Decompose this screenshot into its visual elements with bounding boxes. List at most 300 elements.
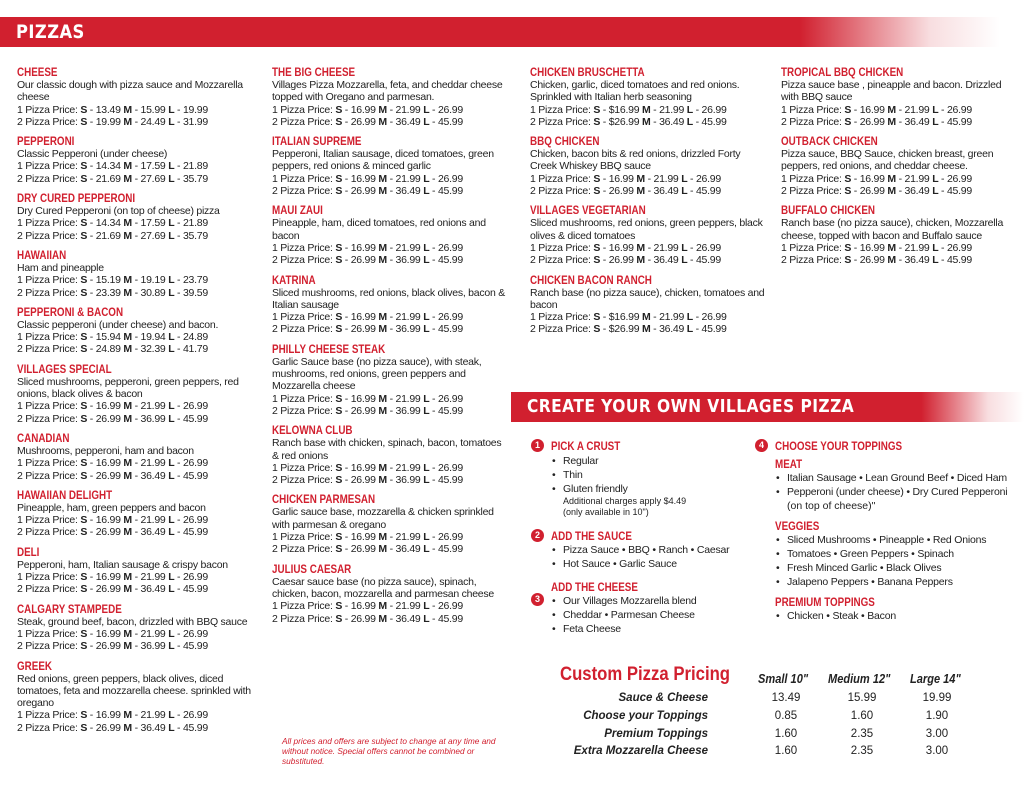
price-value: - 36.49 bbox=[895, 185, 933, 198]
size-letter: L bbox=[932, 103, 939, 116]
size-letter: M bbox=[123, 172, 132, 185]
price-value: - 45.99 bbox=[938, 115, 972, 128]
size-letter: M bbox=[123, 217, 132, 230]
sauce-options bbox=[551, 543, 729, 571]
size-letter: L bbox=[681, 172, 688, 185]
price-value: - 26.99 bbox=[938, 241, 972, 254]
size-letter: M bbox=[123, 709, 132, 722]
list-item: • Hot Sauce • Garlic Sauce bbox=[551, 557, 729, 571]
pizza-description: Our classic dough with pizza sauce and Mozzarella cheese bbox=[17, 79, 243, 104]
pizza-description: Villages Pizza Mozzarella, feta, and cheddar cheese topped with Oregano and parmesan. bbox=[272, 79, 503, 104]
price-value: - 21.99 bbox=[131, 571, 169, 584]
price-label: 1 Pizza Price: bbox=[272, 392, 336, 405]
pizza-description: Pizza sauce, BBQ Sauce, chicken breast, green peppers, red onions, and cheddar cheese. bbox=[781, 148, 994, 173]
price-value: - 45.99 bbox=[938, 254, 972, 267]
pizza-item bbox=[272, 492, 508, 555]
price-label: 2 Pizza Price: bbox=[17, 721, 81, 734]
pizza-name: THE BIG CHEESE bbox=[272, 65, 356, 79]
price-label: 1 Pizza Price: bbox=[530, 241, 594, 254]
price-value: - 26.99 bbox=[429, 172, 463, 185]
pizza-item bbox=[530, 65, 766, 128]
size-letter: L bbox=[932, 115, 939, 128]
size-letter: M bbox=[123, 640, 132, 653]
size-letter: L bbox=[932, 172, 939, 185]
size-letter: S bbox=[593, 254, 601, 267]
two-pizza-price bbox=[781, 185, 1017, 197]
pizza-name: BUFFALO CHICKEN bbox=[781, 203, 876, 218]
size-letter: L bbox=[168, 172, 175, 185]
price-label: 1 Pizza Price: bbox=[17, 217, 81, 230]
price-value: - 21.69 bbox=[87, 229, 124, 242]
pizza-name: OUTBACK CHICKEN bbox=[781, 134, 878, 149]
price-value: - 36.99 bbox=[131, 412, 169, 425]
price-label: 1 Pizza Price: bbox=[17, 331, 81, 344]
size-letter: M bbox=[123, 571, 132, 584]
price-value: - 21.99 bbox=[644, 172, 682, 185]
pizza-description: Mushrooms, pepperoni, ham and bacon bbox=[17, 444, 194, 457]
price-label: 1 Pizza Price: bbox=[272, 103, 336, 116]
price-value: - 21.99 bbox=[895, 103, 933, 116]
size-letter: L bbox=[686, 311, 693, 324]
price-label: 1 Pizza Price: bbox=[272, 531, 336, 544]
size-letter: S bbox=[80, 217, 88, 230]
price-value: - $16.99 bbox=[600, 311, 642, 324]
pizza-description: Pineapple, ham, diced tomatoes, red onions and bacon bbox=[272, 217, 486, 242]
price-value: - 26.99 bbox=[600, 185, 637, 198]
size-letter: L bbox=[423, 392, 430, 405]
size-letter: S bbox=[335, 311, 343, 324]
pizza-description: Garlic Sauce base (no pizza sauce), with steak, mushrooms, red onions, green peppers and Mozzarella cheese bbox=[272, 355, 482, 393]
price-value: - 31.99 bbox=[174, 115, 208, 128]
price-value: - 16.99 bbox=[87, 571, 124, 584]
size-letter: L bbox=[423, 461, 430, 474]
pizza-description: Red onions, green peppers, black olives, diced tomatoes, feta and mozzarella cheese. sprinkled with oregano bbox=[17, 672, 251, 710]
price-value: - 17.59 bbox=[131, 217, 169, 230]
list-item: • Pepperoni (under cheese) • Dry Cured Pepperoni bbox=[775, 485, 1005, 499]
pizza-description: Sliced mushrooms, pepperoni, green peppers, red onions, black olives & bacon bbox=[17, 375, 239, 401]
two-pizza-price bbox=[17, 640, 253, 652]
two-pizza-price bbox=[17, 230, 253, 242]
list-item: • Thin bbox=[551, 468, 628, 482]
price-value: - 16.99 bbox=[87, 514, 124, 527]
price-label: 1 Pizza Price: bbox=[17, 514, 81, 527]
price-value: - 26.99 bbox=[174, 571, 208, 584]
size-letter: L bbox=[681, 254, 688, 267]
step-number-badge: 4 bbox=[755, 439, 768, 452]
price-value: - 16.99 bbox=[851, 241, 888, 254]
size-letter: M bbox=[642, 103, 651, 116]
pizzas-banner bbox=[0, 17, 1000, 47]
price-disclaimer: All prices and offers are subject to change at any time and without notice. Special offers cannot be combined or substituted. bbox=[282, 736, 496, 766]
price-value: - 27.69 bbox=[131, 172, 169, 185]
single-pizza-price bbox=[17, 571, 253, 583]
price-label: 2 Pizza Price: bbox=[781, 115, 845, 128]
pizza-item bbox=[781, 134, 1017, 197]
size-letter: M bbox=[378, 254, 387, 267]
price-value: - 21.69 bbox=[87, 172, 124, 185]
price-value: - 36.49 bbox=[386, 115, 424, 128]
price-value: - 26.99 bbox=[851, 115, 888, 128]
pizza-name: TROPICAL BBQ CHICKEN bbox=[781, 65, 904, 79]
size-letter: M bbox=[123, 286, 132, 299]
price-label: 1 Pizza Price: bbox=[17, 274, 81, 287]
price-value: - 45.99 bbox=[429, 323, 463, 336]
price-value: - 21.89 bbox=[174, 160, 208, 173]
single-pizza-price bbox=[272, 311, 508, 323]
size-letter: M bbox=[123, 115, 132, 128]
price-value: - 45.99 bbox=[687, 185, 721, 198]
price-label: 2 Pizza Price: bbox=[17, 469, 81, 482]
price-small: 13.49 bbox=[771, 692, 801, 704]
price-label: 1 Pizza Price: bbox=[530, 103, 594, 116]
price-label: 1 Pizza Price: bbox=[781, 103, 845, 116]
size-letter: L bbox=[168, 331, 175, 344]
price-value: - 35.79 bbox=[174, 172, 208, 185]
price-small: 1.60 bbox=[774, 745, 798, 757]
price-value: - 24.89 bbox=[87, 343, 124, 356]
pizza-item bbox=[272, 65, 508, 128]
single-pizza-price bbox=[17, 160, 253, 172]
size-letter: M bbox=[378, 461, 387, 474]
price-value: - 26.99 bbox=[851, 185, 888, 198]
price-value: - 45.99 bbox=[687, 254, 721, 267]
single-pizza-price bbox=[17, 217, 253, 229]
price-value: - 16.99 bbox=[342, 241, 379, 254]
price-value: - 35.79 bbox=[174, 229, 208, 242]
price-value: - 36.49 bbox=[895, 254, 933, 267]
pricing-row bbox=[560, 728, 980, 745]
pizza-name: GREEK bbox=[17, 658, 53, 673]
size-letter: L bbox=[168, 229, 175, 242]
single-pizza-price bbox=[17, 628, 253, 640]
pizza-item bbox=[530, 134, 766, 197]
price-value: - 41.79 bbox=[174, 343, 208, 356]
price-value: - 16.99 bbox=[342, 461, 379, 474]
price-label: 2 Pizza Price: bbox=[272, 185, 336, 198]
size-letter: M bbox=[378, 311, 387, 324]
size-letter: S bbox=[335, 404, 343, 417]
price-value: - 45.99 bbox=[429, 543, 463, 556]
size-letter: S bbox=[844, 172, 852, 185]
single-pizza-price bbox=[272, 173, 508, 185]
size-letter: M bbox=[378, 103, 387, 116]
price-value: - 45.99 bbox=[174, 469, 208, 482]
two-pizza-price bbox=[272, 323, 508, 335]
size-letter: S bbox=[80, 627, 88, 640]
price-label: 2 Pizza Price: bbox=[272, 323, 336, 336]
price-value: - 21.99 bbox=[386, 172, 424, 185]
size-letter: S bbox=[80, 640, 88, 653]
list-item: • Pizza Sauce • BBQ • Ranch • Caesar bbox=[551, 543, 729, 557]
price-value: - 21.99 bbox=[386, 461, 424, 474]
create-heading: CREATE YOUR OWN VILLAGES PIZZA bbox=[527, 396, 855, 417]
price-value: - 36.49 bbox=[644, 254, 682, 267]
pricing-row-label: Choose your Toppings bbox=[583, 710, 708, 722]
pizza-description: Chicken, garlic, diced tomatoes and red onions. Sprinkled with Italian herb seasoning bbox=[530, 79, 740, 104]
pizza-item bbox=[17, 659, 253, 734]
price-value: - 21.99 bbox=[895, 241, 933, 254]
price-value: - 23.79 bbox=[174, 274, 208, 287]
price-value: - 45.99 bbox=[174, 412, 208, 425]
pizza-name: VILLAGES VEGETARIAN bbox=[530, 203, 646, 218]
size-letter: S bbox=[335, 172, 343, 185]
price-label: 2 Pizza Price: bbox=[781, 254, 845, 267]
single-pizza-price bbox=[17, 104, 253, 116]
price-value: - 26.99 bbox=[174, 400, 208, 413]
price-label: 2 Pizza Price: bbox=[17, 343, 81, 356]
size-letter: L bbox=[168, 217, 175, 230]
price-value: - 26.99 bbox=[174, 627, 208, 640]
size-letter: M bbox=[123, 514, 132, 527]
size-letter: S bbox=[80, 457, 88, 470]
single-pizza-price bbox=[272, 600, 508, 612]
size-letter: S bbox=[593, 172, 601, 185]
size-letter: S bbox=[80, 400, 88, 413]
pizza-name: BBQ CHICKEN bbox=[530, 134, 600, 149]
size-letter: S bbox=[335, 254, 343, 267]
single-pizza-price bbox=[530, 173, 766, 185]
pizza-description: Steak, ground beef, bacon, drizzled with BBQ sauce bbox=[17, 615, 248, 628]
price-label: 1 Pizza Price: bbox=[272, 311, 336, 324]
pizza-description: Pepperoni, Italian sausage, diced tomatoes, green peppers, red onions & minced garlic bbox=[272, 148, 494, 173]
size-letter: L bbox=[423, 612, 430, 625]
price-medium: 15.99 bbox=[847, 692, 877, 704]
size-letter: L bbox=[168, 571, 175, 584]
pizza-description: Chicken, bacon bits & red onions, drizzled Forty Creek Whiskey BBQ sauce bbox=[530, 148, 741, 173]
pizza-item bbox=[781, 65, 1017, 128]
price-value: - 26.99 bbox=[429, 103, 463, 116]
price-value: - 19.19 bbox=[131, 274, 169, 287]
price-value: - 21.99 bbox=[386, 311, 424, 324]
price-label: 1 Pizza Price: bbox=[781, 241, 845, 254]
price-label: 1 Pizza Price: bbox=[17, 709, 81, 722]
two-pizza-price bbox=[17, 343, 253, 355]
pizza-item bbox=[17, 545, 253, 596]
price-value: - 45.99 bbox=[174, 640, 208, 653]
price-value: - 26.99 bbox=[87, 526, 124, 539]
price-label: 1 Pizza Price: bbox=[17, 457, 81, 470]
pizza-name: PHILLY CHEESE STEAK bbox=[272, 341, 386, 356]
single-pizza-price bbox=[272, 531, 508, 543]
price-value: - 36.49 bbox=[650, 115, 687, 128]
price-label: 2 Pizza Price: bbox=[272, 543, 336, 556]
price-value: - 36.49 bbox=[131, 469, 169, 482]
price-small: 1.60 bbox=[774, 728, 798, 740]
size-letter: S bbox=[335, 612, 343, 625]
size-letter: M bbox=[887, 172, 896, 185]
price-value: - 36.49 bbox=[895, 115, 933, 128]
veggies-heading: VEGGIES bbox=[775, 519, 820, 533]
pizza-description: Caesar sauce base (no pizza sauce), spinach, chicken, bacon, mozzarella and parmesan cheese bbox=[272, 575, 494, 600]
price-label: 2 Pizza Price: bbox=[17, 526, 81, 539]
size-letter: L bbox=[423, 185, 430, 198]
price-value: - 36.49 bbox=[131, 526, 169, 539]
list-item: • Regular bbox=[551, 454, 628, 468]
size-letter: M bbox=[378, 474, 387, 487]
size-letter: M bbox=[123, 526, 132, 539]
price-value: - $26.99 bbox=[600, 115, 642, 128]
price-value: - 16.99 bbox=[342, 392, 379, 405]
size-letter: M bbox=[378, 392, 387, 405]
price-value: - 26.99 bbox=[87, 583, 124, 596]
pizza-description: Pizza sauce base , pineapple and bacon. Drizzled with BBQ sauce bbox=[781, 79, 1002, 104]
size-letter: M bbox=[887, 103, 896, 116]
price-value: - 26.99 bbox=[87, 640, 124, 653]
single-pizza-price bbox=[781, 242, 1017, 254]
pizza-item bbox=[530, 273, 766, 336]
price-value: - 36.49 bbox=[644, 185, 682, 198]
pizza-name: HAWAIIAN DELIGHT bbox=[17, 487, 113, 502]
price-value: - 16.99 bbox=[851, 172, 888, 185]
price-label: 2 Pizza Price: bbox=[272, 404, 336, 417]
list-item: • Fresh Minced Garlic • Black Olives bbox=[775, 561, 1005, 575]
price-value: - 45.99 bbox=[174, 526, 208, 539]
create-banner bbox=[511, 392, 1024, 422]
size-letter: M bbox=[123, 400, 132, 413]
premium-heading: PREMIUM TOPPINGS bbox=[775, 595, 875, 609]
single-pizza-price bbox=[17, 400, 253, 412]
pizza-description: Ham and pineapple bbox=[17, 261, 104, 274]
price-value: - 21.99 bbox=[131, 457, 169, 470]
price-value: - 39.59 bbox=[174, 286, 208, 299]
price-value: - 45.99 bbox=[429, 612, 463, 625]
crust-options bbox=[551, 454, 628, 496]
price-large: 1.90 bbox=[925, 710, 949, 722]
price-value: - 26.99 bbox=[87, 721, 124, 734]
pizza-item bbox=[17, 134, 253, 185]
size-letter: S bbox=[844, 103, 852, 116]
price-value: - $16.99 bbox=[600, 103, 642, 116]
pizza-item bbox=[17, 248, 253, 299]
price-value: - 26.99 bbox=[174, 514, 208, 527]
step-title: ADD THE SAUCE bbox=[551, 529, 632, 543]
price-value: - 19.99 bbox=[174, 103, 208, 116]
price-value: - 26.99 bbox=[429, 461, 463, 474]
size-letter: M bbox=[123, 457, 132, 470]
list-item: • Cheddar • Parmesan Cheese bbox=[551, 608, 697, 622]
price-value: - 16.99 bbox=[87, 709, 124, 722]
price-label: 1 Pizza Price: bbox=[272, 172, 336, 185]
two-pizza-price bbox=[781, 116, 1017, 128]
pizza-name: KATRINA bbox=[272, 272, 316, 287]
price-label: 2 Pizza Price: bbox=[272, 474, 336, 487]
price-label: 2 Pizza Price: bbox=[272, 612, 336, 625]
price-value: - 45.99 bbox=[429, 254, 463, 267]
size-letter: S bbox=[80, 331, 88, 344]
two-pizza-price bbox=[17, 470, 253, 482]
meat-note: (on top of cheese)" bbox=[787, 500, 876, 512]
size-letter: L bbox=[423, 323, 430, 336]
price-value: - 26.99 bbox=[851, 254, 888, 267]
size-letter: S bbox=[80, 115, 88, 128]
two-pizza-price bbox=[781, 254, 1017, 266]
size-letter: S bbox=[593, 311, 601, 324]
size-letter: L bbox=[168, 274, 175, 287]
price-value: - 21.99 bbox=[644, 241, 682, 254]
size-letter: S bbox=[335, 531, 343, 544]
pricing-row bbox=[560, 692, 980, 709]
pizza-description: Ranch base with chicken, spinach, bacon, tomatoes & red onions bbox=[272, 437, 502, 462]
size-letter: L bbox=[168, 343, 175, 356]
price-value: - 26.99 bbox=[938, 172, 972, 185]
size-letter: L bbox=[681, 241, 688, 254]
price-value: - 16.99 bbox=[600, 241, 637, 254]
size-letter: S bbox=[844, 185, 852, 198]
price-value: - 36.49 bbox=[386, 185, 424, 198]
pizza-name: ITALIAN SUPREME bbox=[272, 134, 362, 149]
step-title: ADD THE CHEESE bbox=[551, 580, 638, 594]
size-letter: L bbox=[423, 531, 430, 544]
premium-options bbox=[775, 609, 1005, 623]
price-value: - 26.99 bbox=[342, 543, 379, 556]
size-letter: S bbox=[335, 474, 343, 487]
price-value: - 21.99 bbox=[386, 241, 424, 254]
size-letter: L bbox=[932, 254, 939, 267]
two-pizza-price bbox=[17, 526, 253, 538]
price-value: - 45.99 bbox=[692, 323, 727, 336]
size-letter: S bbox=[80, 721, 88, 734]
pizza-name: CALGARY STAMPEDE bbox=[17, 601, 122, 616]
size-letter: S bbox=[335, 392, 343, 405]
price-value: - 36.99 bbox=[386, 323, 424, 336]
menu-column-3 bbox=[530, 65, 766, 342]
price-value: - 21.89 bbox=[174, 217, 208, 230]
price-label: 1 Pizza Price: bbox=[17, 160, 81, 173]
price-value: - 26.99 bbox=[429, 241, 463, 254]
size-letter: M bbox=[887, 241, 896, 254]
price-value: - 15.99 bbox=[131, 103, 169, 116]
price-value: - 45.99 bbox=[429, 404, 463, 417]
size-letter: L bbox=[423, 103, 430, 116]
size-letter: L bbox=[686, 115, 693, 128]
price-label: 2 Pizza Price: bbox=[17, 286, 81, 299]
single-pizza-price bbox=[781, 104, 1017, 116]
price-value: - 36.49 bbox=[386, 612, 424, 625]
size-letter: M bbox=[636, 172, 645, 185]
price-label: 1 Pizza Price: bbox=[530, 172, 594, 185]
size-letter: M bbox=[642, 115, 651, 128]
price-value: - 26.99 bbox=[692, 103, 727, 116]
price-value: - 16.99 bbox=[600, 172, 637, 185]
size-letter: S bbox=[335, 323, 343, 336]
pizza-item bbox=[530, 203, 766, 266]
price-value: - 16.99 bbox=[342, 103, 379, 116]
size-letter: S bbox=[80, 172, 88, 185]
list-item: • Jalapeno Peppers • Banana Peppers bbox=[775, 575, 1005, 589]
price-value: - 36.49 bbox=[386, 543, 424, 556]
size-header-large: Large 14" bbox=[910, 671, 961, 686]
pizza-item bbox=[17, 362, 253, 425]
toppings-lists bbox=[775, 457, 1008, 623]
size-letter: S bbox=[80, 571, 88, 584]
price-small: 0.85 bbox=[774, 710, 798, 722]
price-value: - 15.19 bbox=[87, 274, 124, 287]
price-value: - 26.99 bbox=[429, 531, 463, 544]
price-label: 1 Pizza Price: bbox=[17, 627, 81, 640]
price-value: - 21.99 bbox=[650, 103, 687, 116]
single-pizza-price bbox=[530, 311, 766, 323]
price-value: - 24.49 bbox=[131, 115, 169, 128]
price-label: 1 Pizza Price: bbox=[17, 103, 81, 116]
price-value: - 45.99 bbox=[692, 115, 727, 128]
list-item: • Chicken • Steak • Bacon bbox=[775, 609, 1005, 623]
size-letter: M bbox=[636, 254, 645, 267]
size-letter: M bbox=[378, 404, 387, 417]
single-pizza-price bbox=[781, 173, 1017, 185]
size-letter: M bbox=[636, 185, 645, 198]
size-letter: L bbox=[168, 526, 175, 539]
single-pizza-price bbox=[17, 709, 253, 721]
